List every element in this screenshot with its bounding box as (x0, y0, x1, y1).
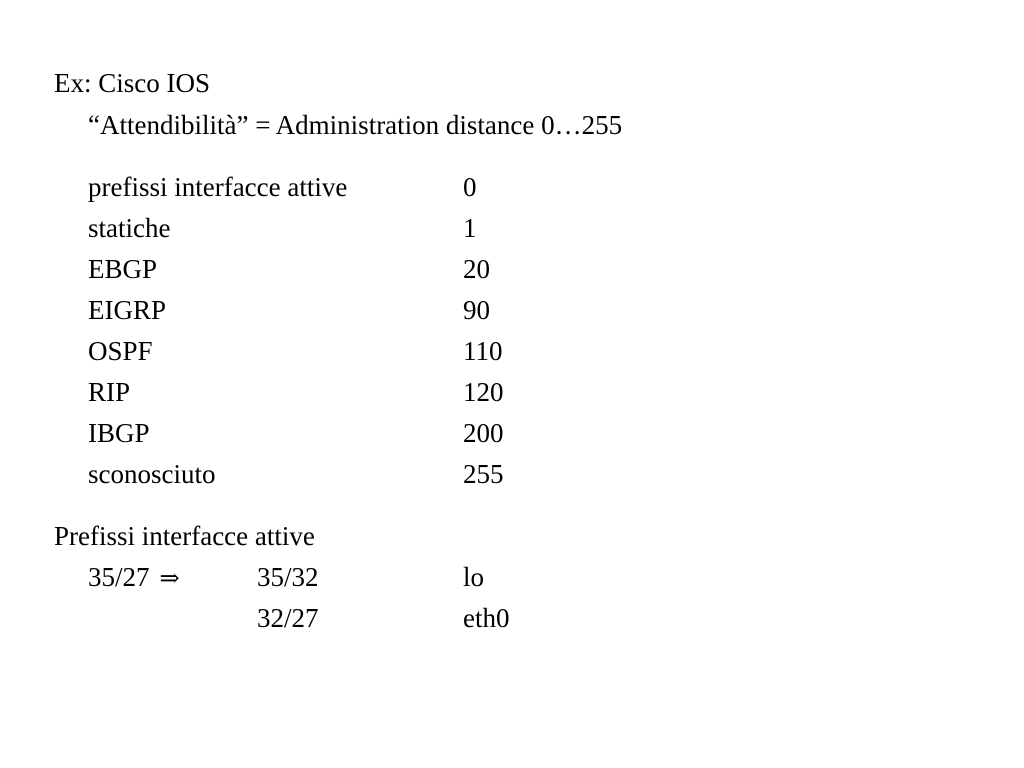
distance-name: EIGRP (88, 295, 167, 325)
distance-value: 110 (463, 336, 503, 366)
distance-name: sconosciuto (88, 459, 216, 489)
prefix: 35/32 (257, 562, 319, 592)
distance-name: statiche (88, 213, 171, 243)
distance-name: prefissi interfacce attive (88, 172, 348, 202)
section-title: Prefissi interfacce attive (54, 521, 315, 551)
distance-name: IBGP (88, 418, 150, 448)
prefix: 32/27 (257, 603, 319, 633)
implies-arrow-icon: ⇒ (159, 564, 180, 592)
distance-name: EBGP (88, 254, 158, 284)
prefix-source-value: 35/27 (88, 562, 150, 592)
slide-heading: Ex: Cisco IOS (54, 68, 211, 98)
admin-distance-subheading: “Attendibilità” = Administration distance 0…255 (88, 110, 623, 140)
distance-value: 200 (463, 418, 504, 448)
interface: eth0 (463, 603, 510, 633)
distance-name: OSPF (88, 336, 153, 366)
distance-value: 1 (463, 213, 477, 243)
interface: lo (463, 562, 485, 592)
distance-value: 255 (463, 459, 504, 489)
distance-value: 20 (463, 254, 490, 284)
distance-value: 120 (463, 377, 504, 407)
distance-value: 90 (463, 295, 490, 325)
distance-name: RIP (88, 377, 131, 407)
prefix-source (88, 561, 180, 594)
distance-value: 0 (463, 172, 477, 202)
